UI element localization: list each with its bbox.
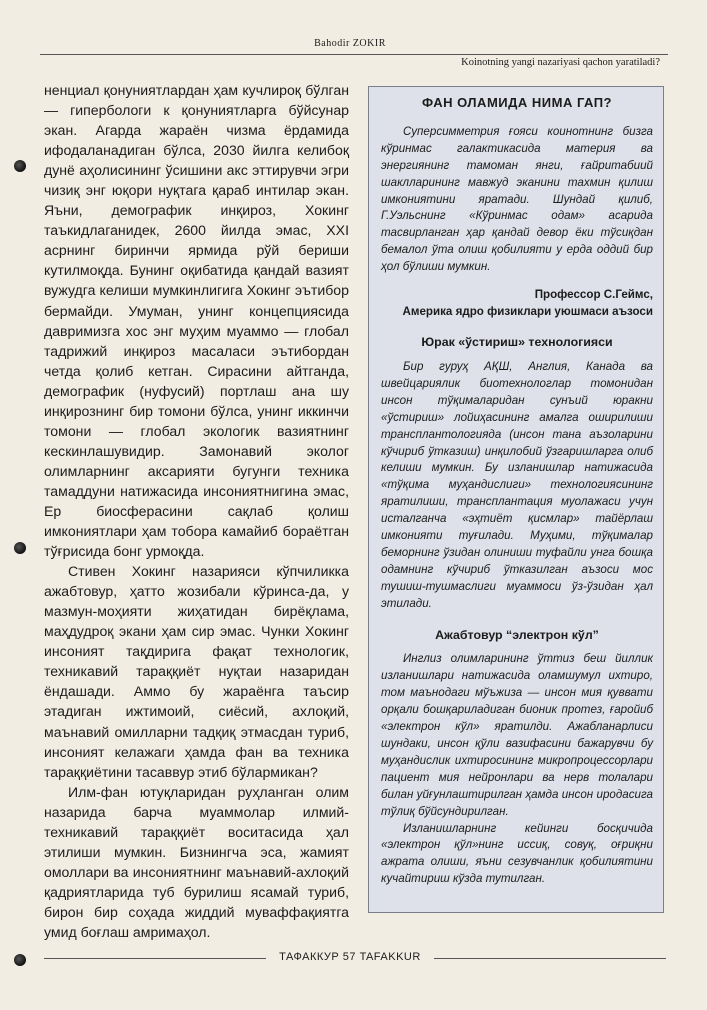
section-hand-title: Ажабтовур “электрон кўл” [435,627,599,642]
article-paragraph: ненциал қонуниятлардан ҳам кучлироқ бўлган — гипербологи к қонуниятларга бўйсунар экан. Агарда жараён чизма ёрдамида ифодаланадиган бўлса, 2030 йилга келибоқ дунё аҳолисининг ўсишини акс эттирувчи эгри чизиқ энг юқори нуқтага қараб интилар экан. Яъни, демографик инқироз, Хокинг таъкидлаганидек, 2600 йилда эмас, XXI асрнинг биринчи ярмида рўй бериши кутилмоқда. Бунинг оқибатида қандай вазият вужудга келиши мумкинлигига Хокинг эътибор бермайди. Умуман, унинг концепциясида давримизга хос энг муҳим муаммо — глобал тадрижий инқироз масаласи эътибордан четда қолиб кетган. Сирасини айтганда, демографик (нуфусий) портлаш ана шу инқирознинг бир томони бўлса, унинг иккинчи томони — глобал экологик вазиятнинг кескинлашувидир. Замонавий эколог олимларнинг аксарияти бугунги техника тамаддуни натижасида инсониятнигина эмас, Ер биосферасини сақлаб қолиш имкониятлари ҳам тобора камайиб бораётган тўғрисида бонг урмоқда. [44,82,349,560]
sidebar-signature [381,286,653,320]
footer-rule [434,958,666,959]
signature-name: Профессор С.Геймс, [534,288,653,302]
header-subtitle: Koinotning yangi nazariyasi qachon yaratiladi? [461,57,660,68]
sidebar-title: ФАН ОЛАМИДА НИМА ГАП? [421,95,612,110]
sidebar-intro: Суперсимметрия ғояси коинотнинг бизга кўринмас галактикасида материя ва энергиянинг тамоман янги, ғайритабиий шаклларининг мавжуд эканини тахмин қилиш имкониятини яратади. Шундай қилиб, Г.Уэльснинг «Кўринмас одам» асарида тасвирланган ҳар қандай девор ёки тўсиқдан бемалол ўта олиш қобилияти у ерда оддий бир ҳол бўлиши мумкин. [381,124,653,274]
article-paragraph: Илм-фан ютуқларидан руҳланган олим назарида барча муаммолар илмий-техникавий тараққиёт воситасида ҳал этилиши мумкин. Бизнингча эса, жамият омоллари ва инсониятнинг маънавий-ахлоқий қадриятларида туб бурилиш ясамай туриб, бирон бир соҳада жиддий муваффақиятга умид боғлаш амримаҳол. [44,783,349,940]
header-rule [40,54,668,55]
section-heart-text: Бир гуруҳ АҚШ, Англия, Канада ва швейцариялик биотехнологлар томонидан инсон тўқималаридан сунъий юракни «ўстириш» лойиҳасининг амалга оширилиши трансплантологияда (инсон тана аъзоларини кўчириб ўтказиш) инқилобий ўзгаришларга олиб келиши мумкин. Бу изланишлар натижасида «тўқима муҳандислиги» технологиясининг яратилиши, трансплантация муолажаси учун исталганча «эҳтиёт қисмлар» тайёрлаш имконияти туғилади. Муҳими, тўқималар беморнинг ўзидан олиниши туфайли унга бошқа одамнинг кўчириб ўтказилган аъзоси мос тушиш-тушмаслиги муаммоси ўз-ўзидан ҳал этилади. [381,359,653,610]
signature-role: Америка ядро физиклари уюшмаси аъзоси [402,305,653,319]
header-author: Bahodir ZOKIR [314,38,386,49]
section-hand-text: Инглиз олимларининг ўттиз беш йиллик изланишлари натижасида оламшумул ихтиро, том маънодаги мўъжиза — инсон мия қуввати орқали бошқариладиган бионик протез, ғаройиб «электрон кўл» яратилди. Ажабланарлиси шундаки, инсон қўли вазифасини бажарувчи бу муҳандислик ихтиросининг микропроцессорлари пациент мия нейронлари ва нерв толалари билан уйғунлаштирилган ҳамда инсон иродасига тўлиқ бўйсундирилган. [381,652,653,818]
binder-hole [14,954,26,966]
section-hand-text: Изланишларнинг кейинги босқичида «электрон қўл»нинг иссиқ, совуқ, оғриқни ажрата олиши, яъни сезувчанлик қобилиятини кучайтириш кўзда тутилган. [381,821,653,886]
footer-page-label: ТАФАККУР 57 TAFAKKUR [279,951,421,963]
article-paragraph: Стивен Хокинг назарияси кўпчиликка ажабтовур, ҳатто жозибали кўринса-да, у мазмун-моҳияти жиҳатидан бирёқлама, маҳдудроқ экани ҳам сир эмас. Чунки Хокинг инсоният тақдирига фақат технологик, техникавий тараққиёт нуқтаи назаридан ёндашади. Аммо бу жараёнга таъсир этадиган ижтимоий, сиёсий, ахлоқий, маънавий омилларни тадқиқ этмасдан туриб, инсоният келажаги ҳамда фан ва техника тараққиётини тасаввур этиб бўлармикан? [44,563,349,780]
article-left-column [44,80,349,942]
footer-rule [44,958,266,959]
section-heart-title: Юрак «ўстириш» технологияси [421,335,613,350]
binder-hole [14,542,26,554]
science-news-sidebar [368,86,664,913]
binder-hole [14,160,26,172]
